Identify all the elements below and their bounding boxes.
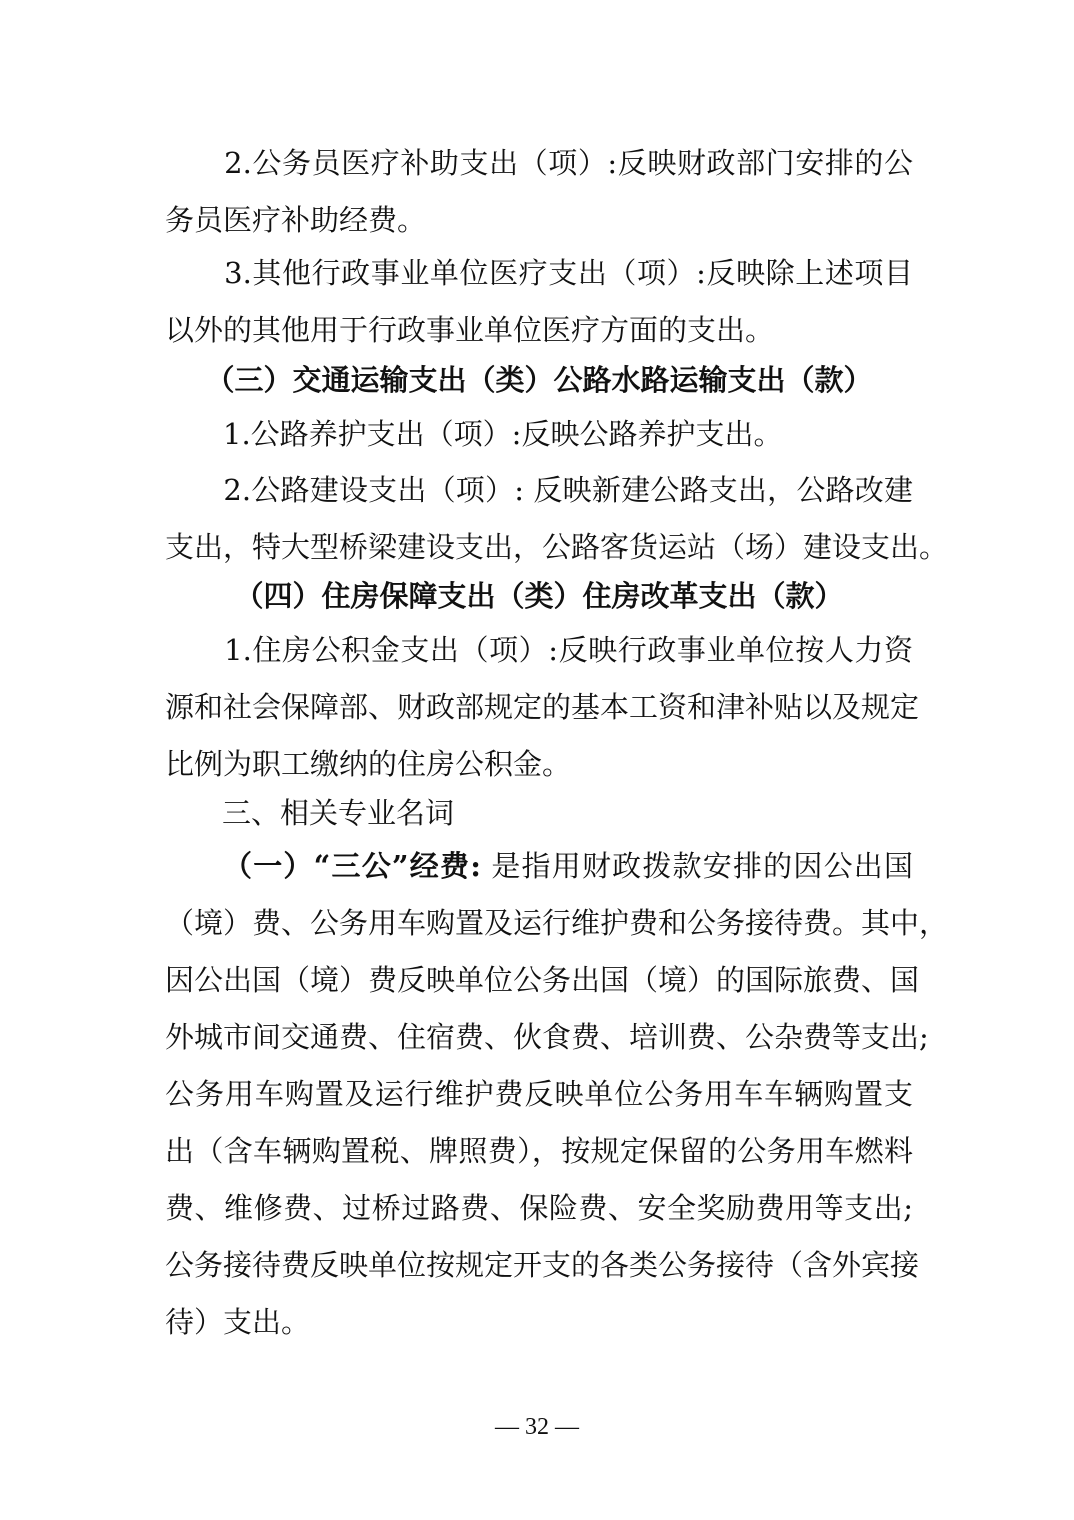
text-line: 以外的其他用于行政事业单位医疗方面的支出。 xyxy=(165,313,775,347)
text-line: 外城市间交通费、住宿费、伙食费、培训费、公杂费等支出; xyxy=(165,1020,929,1054)
text-line: 公务用车购置及运行维护费反映单位公务用车车辆购置支 xyxy=(165,1077,913,1111)
text-line: 源和社会保障部、财政部规定的基本工资和津补贴以及规定 xyxy=(165,690,920,724)
term-label: （一）“三公”经费: xyxy=(223,849,481,883)
paragraph-road-maintenance xyxy=(165,406,913,463)
text-line: 比例为职工缴纳的住房公积金。 xyxy=(165,747,572,781)
text-line: 2.公路建设支出（项）: 反映新建公路支出，公路改建 xyxy=(165,473,913,507)
text-line: 2.公务员医疗补助支出（项）:反映财政部门安排的公 xyxy=(165,146,913,180)
text-line: 支出，特大型桥梁建设支出，公路客货运站（场）建设支出。 xyxy=(165,530,949,564)
heading-transport: （三）交通运输支出（类）公路水路运输支出（款） xyxy=(205,363,873,397)
term-definition-start: 是指用财政拨款安排的因公出国 xyxy=(480,849,913,883)
text-line xyxy=(165,838,913,895)
text-line: 出（含车辆购置税、牌照费），按规定保留的公务用车燃料 xyxy=(165,1134,913,1168)
text-line: 3.其他行政事业单位医疗支出（项）:反映除上述项目 xyxy=(165,256,913,290)
text-line: 费、维修费、过桥过路费、保险费、安全奖励费用等支出; xyxy=(165,1191,913,1225)
text-line: 因公出国（境）费反映单位公务出国（境）的国际旅费、国 xyxy=(165,963,920,997)
paragraph-civil-servant-medical xyxy=(165,135,913,249)
text-line: 务员医疗补助经费。 xyxy=(165,203,427,237)
section-title-terms: 三、相关专业名词 xyxy=(222,796,455,830)
paragraph-three-public-expenses xyxy=(165,838,949,1351)
paragraph-road-construction xyxy=(165,462,949,576)
paragraph-housing-fund xyxy=(165,622,920,793)
paragraph-other-medical xyxy=(165,245,913,359)
heading-housing: （四）住房保障支出（类）住房改革支出（款） xyxy=(234,579,844,613)
text-line: （境）费、公务用车购置及运行维护费和公务接待费。其中， xyxy=(165,906,949,940)
page-number: — 32 — xyxy=(495,1414,579,1440)
text-line: 1.住房公积金支出（项）:反映行政事业单位按人力资 xyxy=(165,633,913,667)
text-line: 1.公路养护支出（项）:反映公路养护支出。 xyxy=(165,417,783,451)
text-line: 公务接待费反映单位按规定开支的各类公务接待（含外宾接 xyxy=(165,1248,920,1282)
text-line: 待）支出。 xyxy=(165,1305,311,1339)
